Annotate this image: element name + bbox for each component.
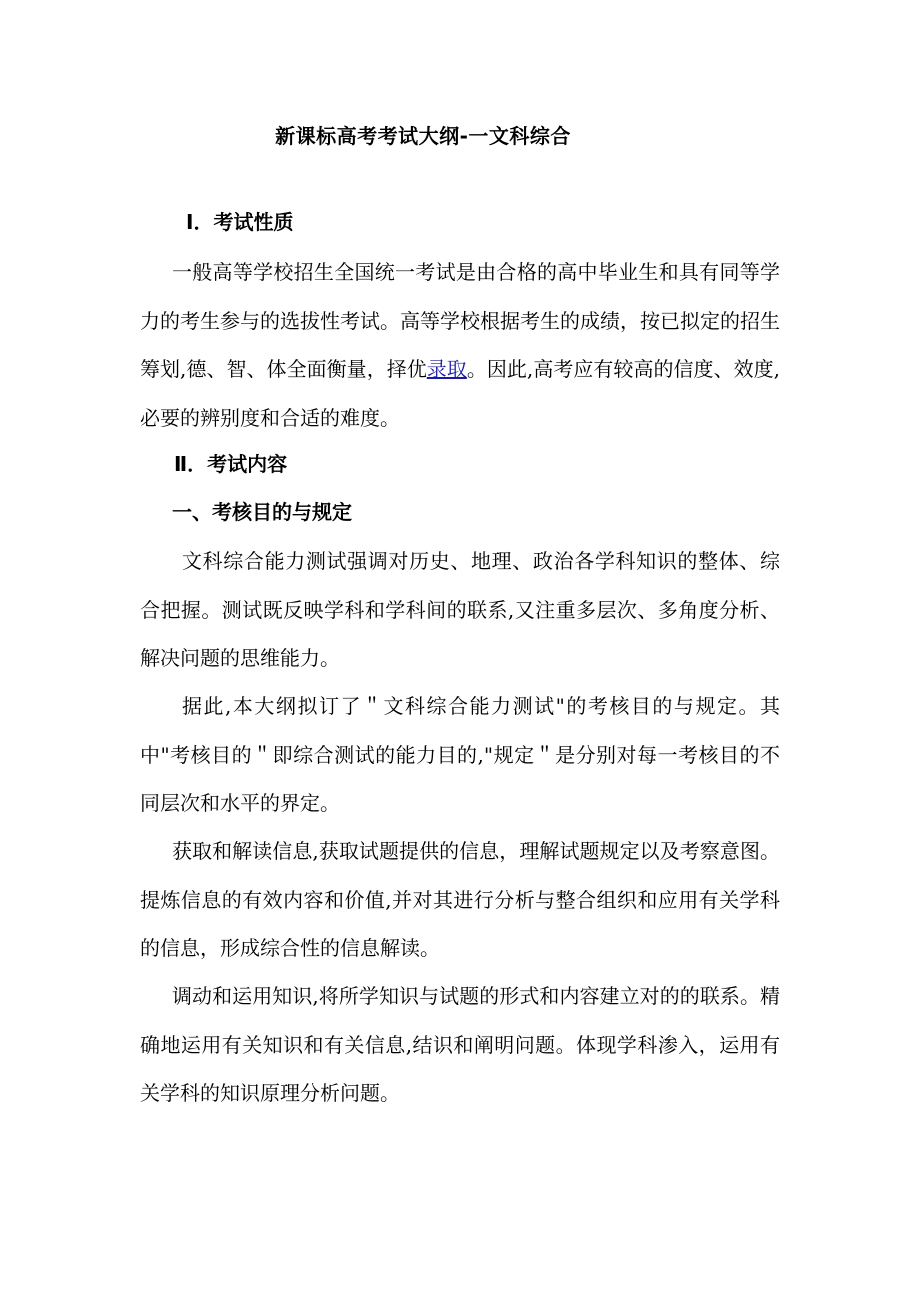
paragraph-text: 。因此,高考应有较高的信度、效度,必要的辨别度和合适的难度。 [140, 357, 781, 430]
admission-link[interactable]: 录取 [426, 357, 467, 381]
document-title: 新课标高考考试大纲-一文科综合 [275, 124, 571, 148]
paragraph-text: 一般高等学校招生全国统一考试是由合格的高中毕业生和具有同等学力的考生参与的选拔性考试。高等学校根据考生的成绩，按已拟定的招生筹划,德、智、体全面衡量，择优 [140, 260, 780, 381]
paragraph-syllabus-definition: 据此,本大纲拟订了＂文科综合能力测试"的考核目的与规定。其中"考核目的＂即综合测试的能力目的,"规定＂是分别对每一考核目的不同层次和水平的界定。 [140, 694, 780, 815]
subheading-objectives: 一、考核目的与规定 [172, 500, 352, 524]
paragraph-information-interpretation: 获取和解读信息,获取试题提供的信息，理解试题规定以及考察意图。提炼信息的有效内容和价值,并对其进行分析与整合组织和应用有关学科的信息，形成综合性的信息解读。 [140, 839, 780, 960]
paragraph-comprehensive-ability: 文科综合能力测试强调对历史、地理、政治各学科知识的整体、综合把握。测试既反映学科和学科间的联系,又注重多层次、多角度分析、解决问题的思维能力。 [140, 549, 780, 670]
section-heading-content: Ⅱ．考试内容 [174, 452, 288, 476]
paragraph-exam-nature [140, 248, 780, 442]
section-heading-nature: Ⅰ．考试性质 [186, 210, 294, 234]
paragraph-knowledge-application: 调动和运用知识,将所学知识与试题的形式和内容建立对的的联系。精确地运用有关知识和有关信息,结识和阐明问题。体现学科渗入，运用有关学科的知识原理分析问题。 [140, 984, 780, 1105]
